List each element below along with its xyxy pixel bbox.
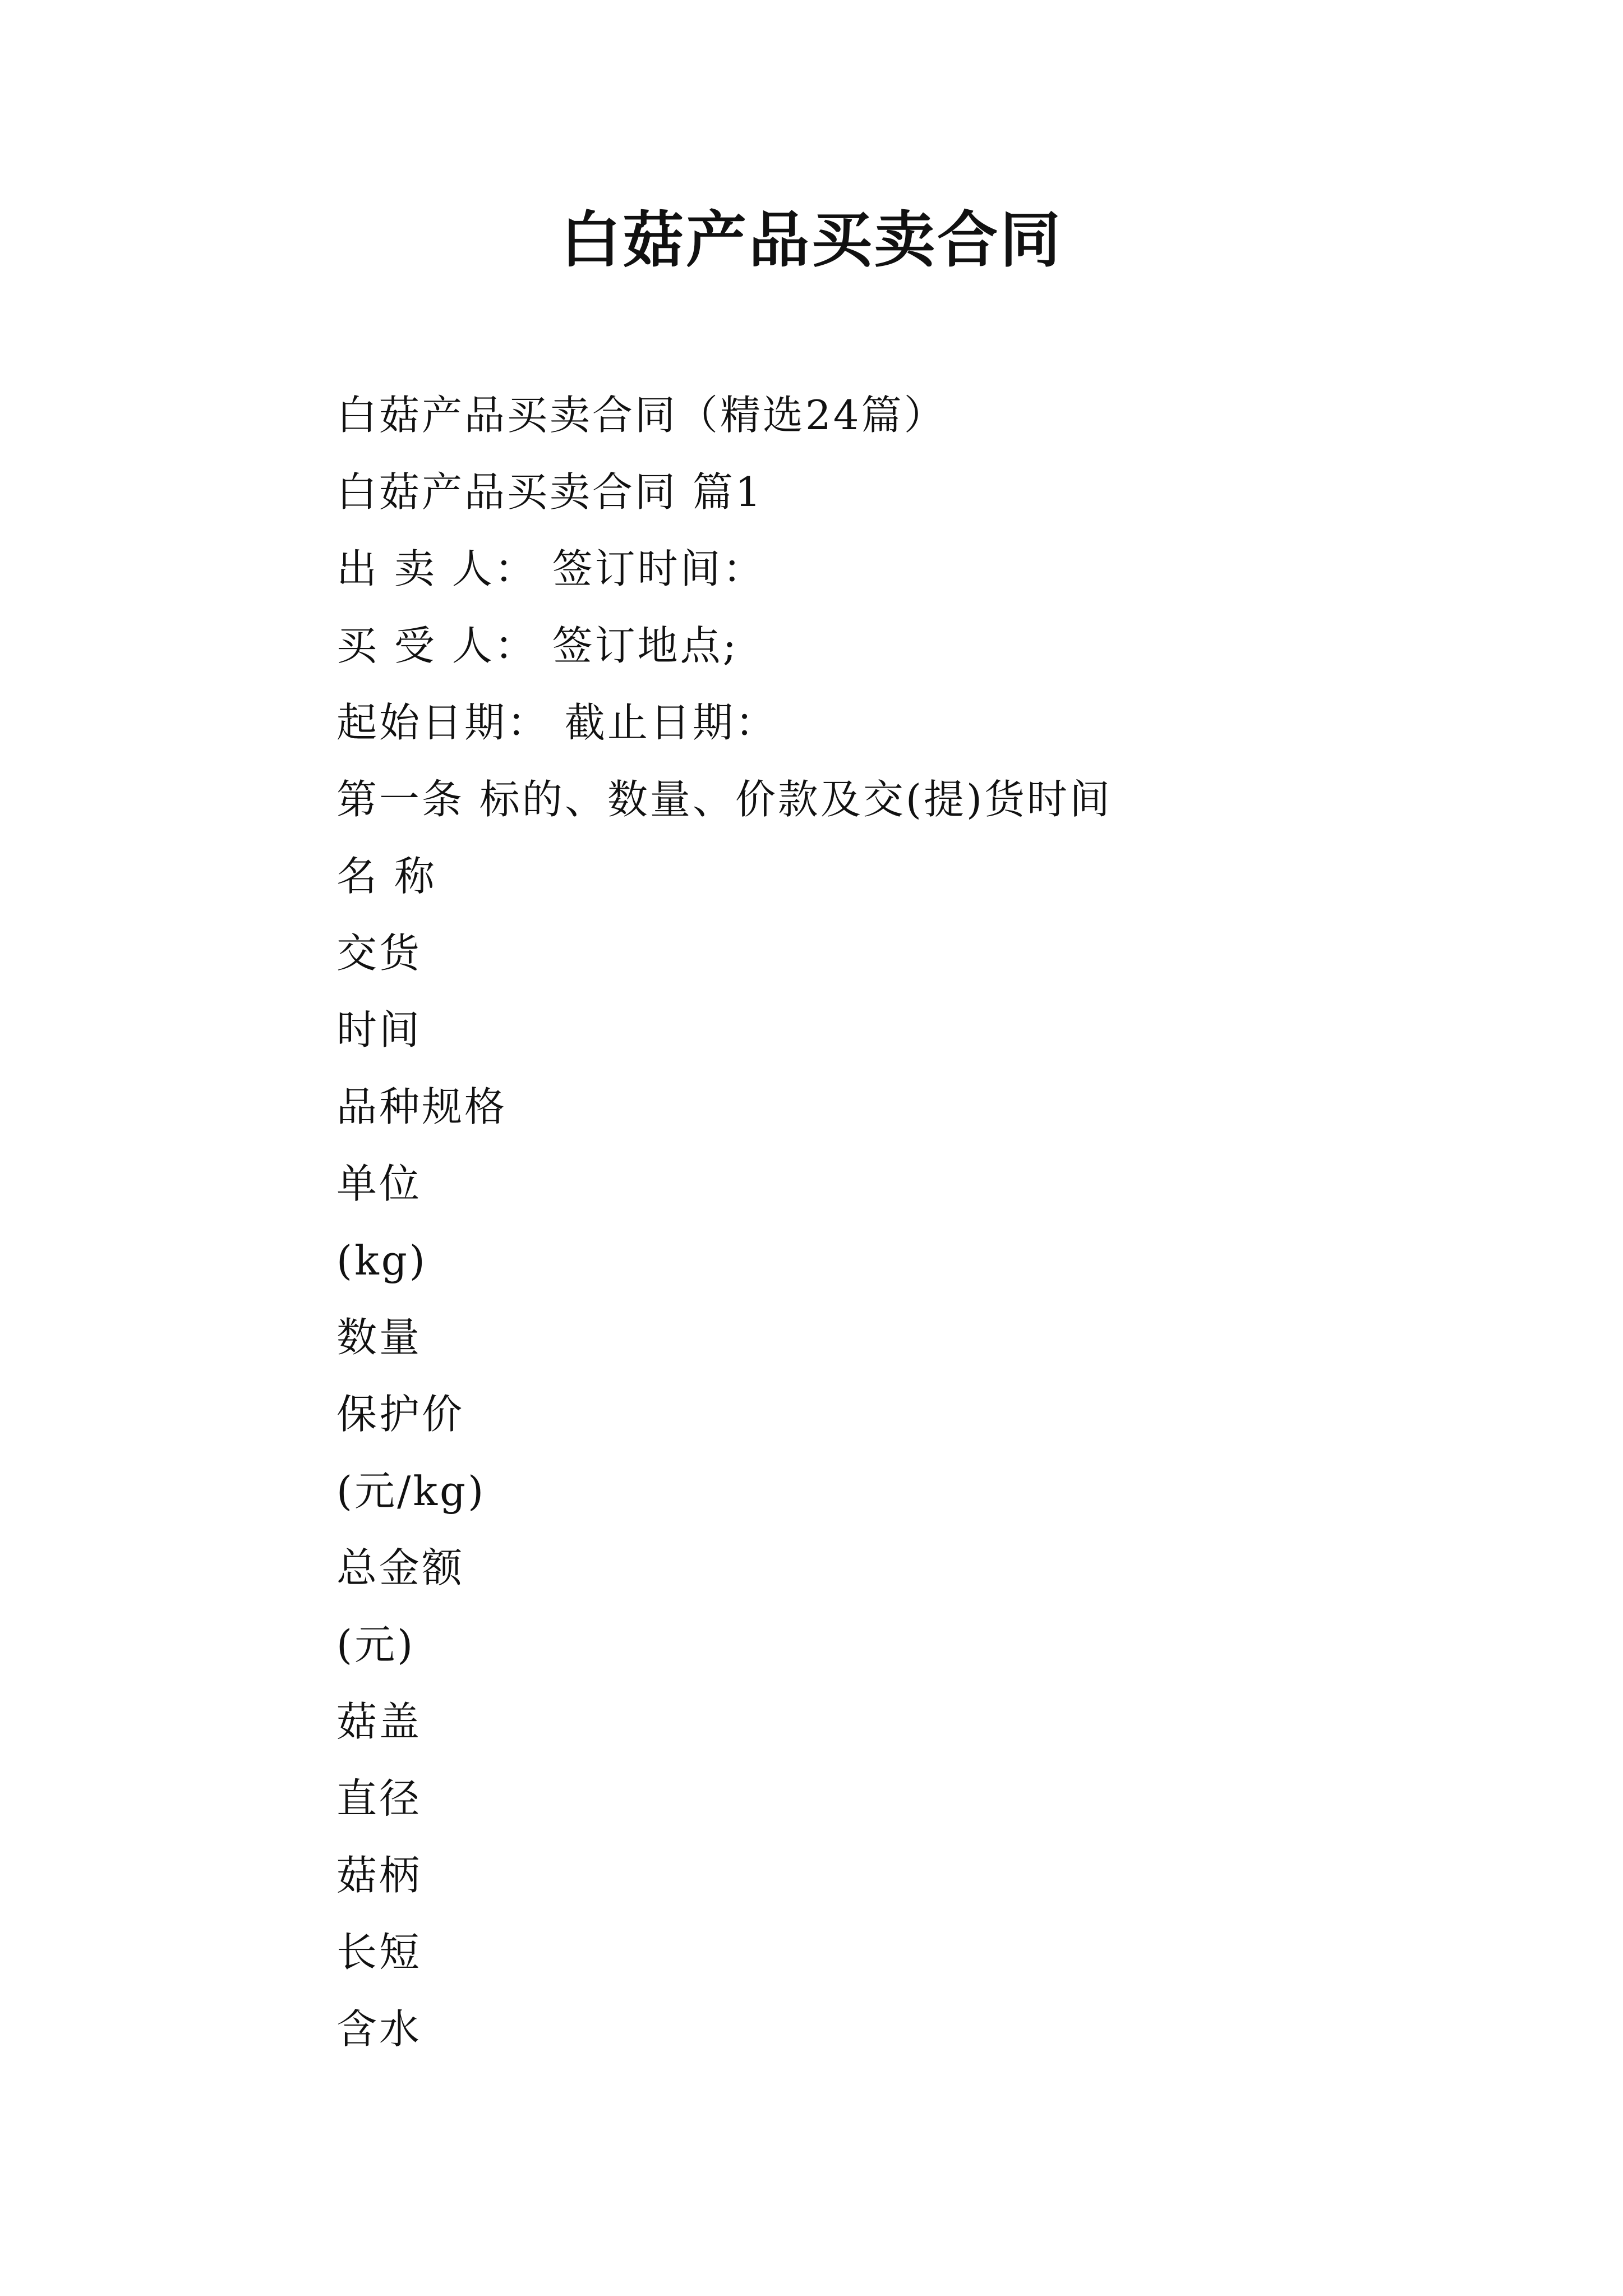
body-line: 菇柄 [336, 1852, 422, 1899]
body-line: 起始日期： 截止日期： [336, 699, 778, 746]
body-line: 品种规格 [336, 1083, 508, 1130]
body-line: 买 受 人： 签订地点; [336, 622, 739, 669]
document-body [336, 377, 1514, 2068]
body-line: 保护价 [336, 1391, 465, 1438]
body-line: 白菇产品买卖合同（精选24篇） [336, 392, 947, 439]
page-title: 白菇产品买卖合同 [560, 205, 1063, 275]
body-line: 白菇产品买卖合同 篇1 [336, 468, 763, 516]
body-line: 名 称 [336, 853, 437, 900]
body-line: 直径 [336, 1775, 422, 1822]
body-line: 菇盖 [336, 1698, 422, 1745]
body-line: 数量 [336, 1314, 422, 1361]
body-line: 单位 [336, 1160, 422, 1207]
body-line: (元) [336, 1621, 416, 1668]
body-line: 交货 [336, 930, 422, 977]
body-line: 长短 [336, 1929, 422, 1976]
body-line: 时间 [336, 1006, 422, 1053]
body-line: 总金额 [336, 1544, 465, 1591]
body-line: 第一条 标的、数量、价款及交(提)货时间 [336, 776, 1113, 823]
body-line: (kg) [336, 1237, 427, 1284]
body-line: 含水 [336, 2005, 422, 2053]
body-line: (元/kg) [336, 1467, 486, 1515]
body-line: 出 卖 人： 签订时间： [336, 545, 766, 592]
